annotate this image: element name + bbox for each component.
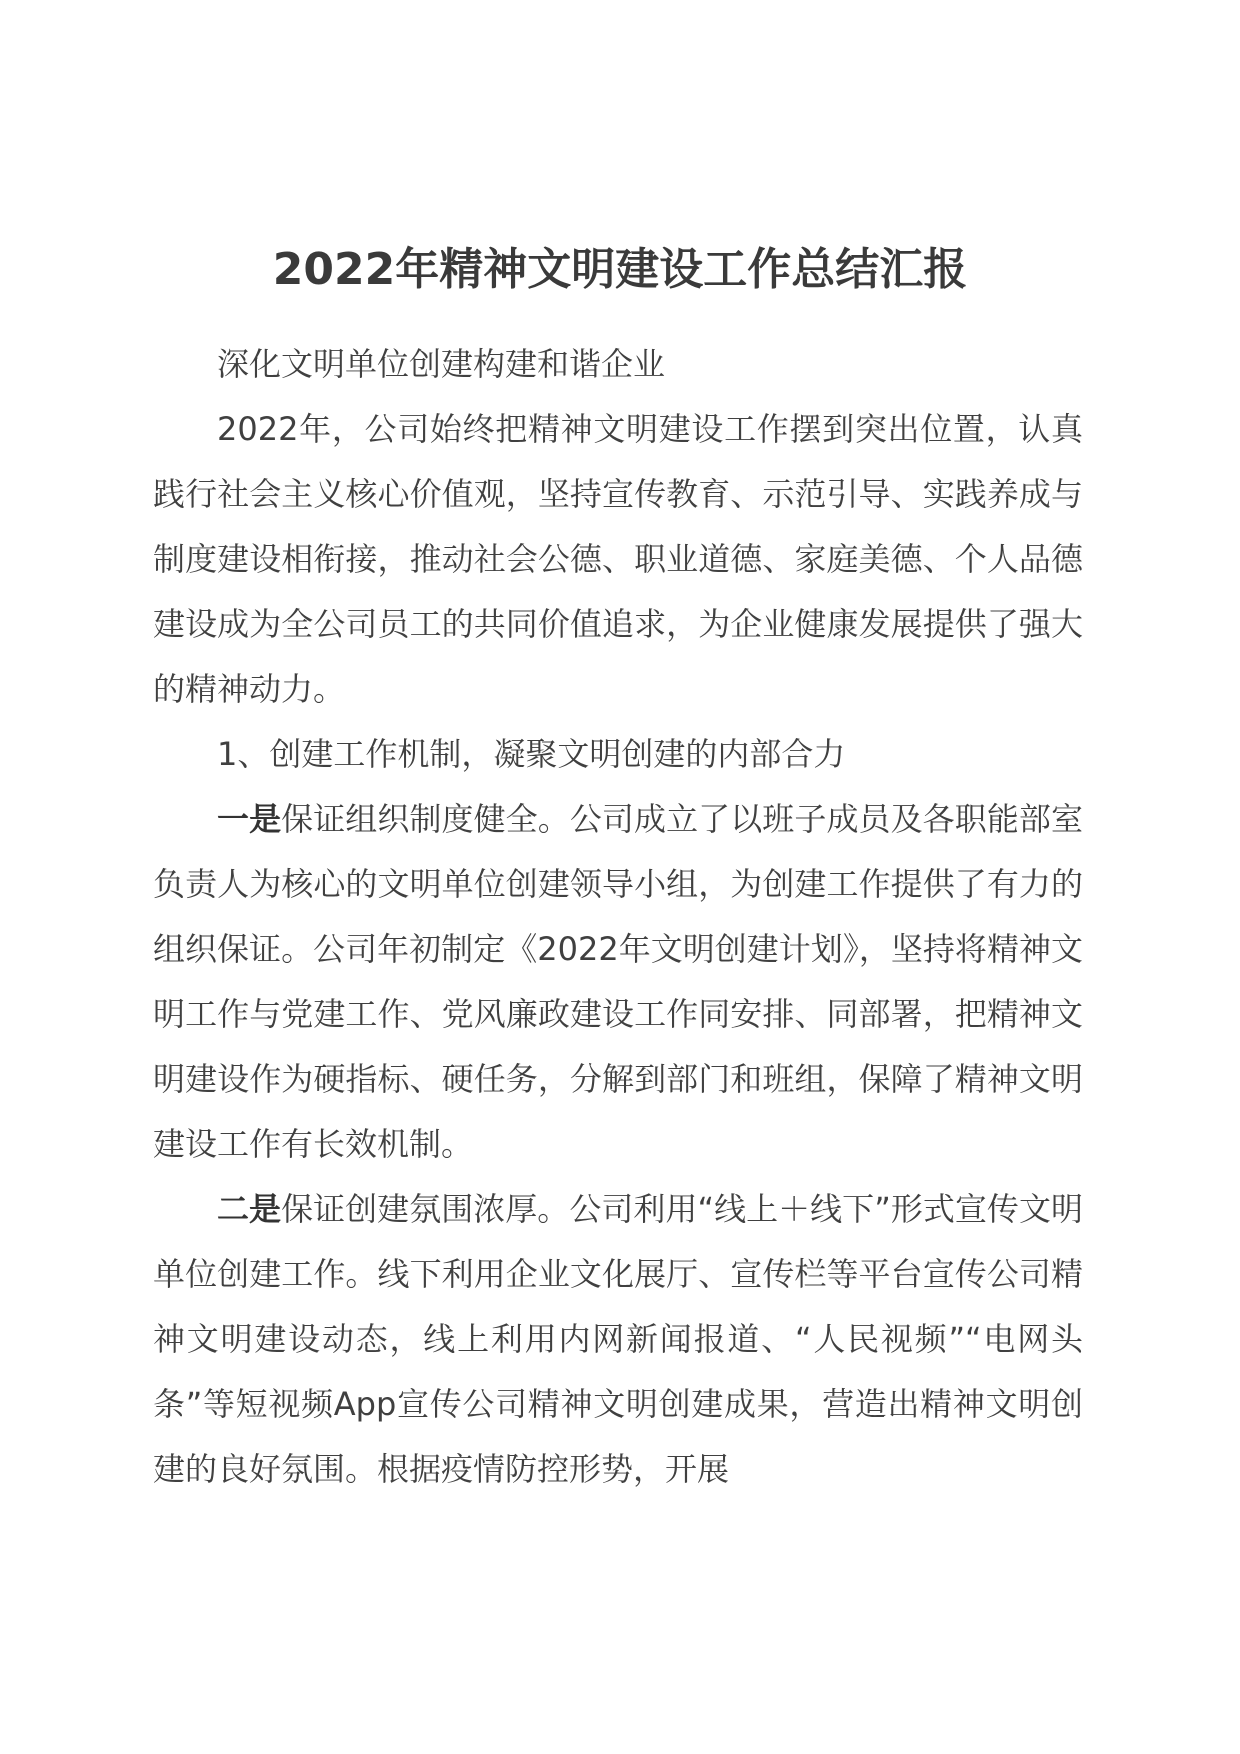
paragraph-lead: 一是 [217, 800, 282, 838]
paragraph-lead: 二是 [217, 1190, 282, 1228]
paragraph-text: 保证组织制度健全。公司成立了以班子成员及各职能部室负责人为核心的文明单位创建领导小组，为创建工作提供了有力的组织保证。公司年初制定《2022年文明创建计划》，坚持将精神文明工作与党建工作、党风廉政建设工作同安排、同部署，把精神文明建设作为硬指标、硬任务，分解到部门和班组，保障了精神文明建设工作有长效机制。 [153, 800, 1083, 1163]
document-subtitle: 深化文明单位创建构建和谐企业 [217, 345, 666, 383]
paragraph-point-one [153, 787, 1083, 1177]
paragraph-intro [153, 397, 1083, 722]
paragraph-point-two [153, 1177, 1083, 1502]
paragraph-text: 保证创建氛围浓厚。公司利用“线上＋线下”形式宣传文明单位创建工作。线下利用企业文化展厅、宣传栏等平台宣传公司精神文明建设动态，线上利用内网新闻报道、“人民视频”“电网头条”等短视频App宣传公司精神文明创建成果，营造出精神文明创建的良好氛围。根据疫情防控形势，开展 [153, 1190, 1083, 1488]
section-heading [153, 722, 1083, 787]
paragraph-text: 2022年，公司始终把精神文明建设工作摆到突出位置，认真践行社会主义核心价值观，坚持宣传教育、示范引导、实践养成与制度建设相衔接，推动社会公德、职业道德、家庭美德、个人品德建设成为全公司员工的共同价值追求，为企业健康发展提供了强大的精神动力。 [153, 410, 1083, 708]
paragraph-text: 1、创建工作机制，凝聚文明创建的内部合力 [217, 735, 846, 773]
document-title: 2022年精神文明建设工作总结汇报 [272, 244, 968, 295]
document-body [153, 332, 1083, 1502]
